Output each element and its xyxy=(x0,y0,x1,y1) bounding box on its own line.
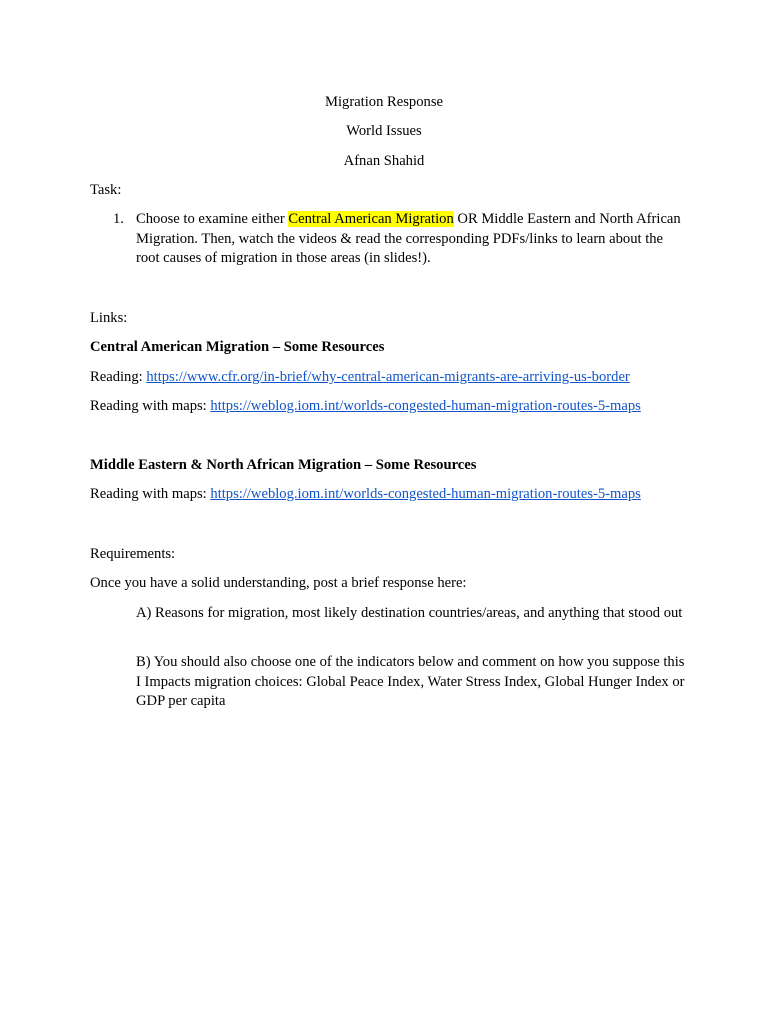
central-reading-row xyxy=(90,368,630,387)
reading-label: Reading: xyxy=(90,369,147,385)
central-heading: Central American Migration – Some Resources xyxy=(90,339,385,355)
mena-heading: Middle Eastern & North African Migration – Some Resources xyxy=(90,457,477,473)
requirements-intro: Once you have a solid understanding, post a brief response here: xyxy=(90,575,467,591)
task-text-after: OR Middle Eastern and North African Migration. Then, watch the videos & read the corresponding PDFs/links to learn about the root causes of migration in those areas (in slides!). xyxy=(136,211,681,266)
maps-label: Reading with maps: xyxy=(90,398,211,414)
highlighted-text: Central American Migration xyxy=(288,211,454,227)
document-title: Migration Response xyxy=(325,94,443,110)
mena-maps-row xyxy=(90,485,641,504)
maps-label: Reading with maps: xyxy=(90,486,211,502)
list-number: 1. xyxy=(113,211,124,227)
iom-link-central[interactable]: https://weblog.iom.int/worlds-congested-human-migration-routes-5-maps xyxy=(210,398,641,414)
requirement-a: A) Reasons for migration, most likely destination countries/areas, and anything that stood out xyxy=(136,605,683,621)
author-name: Afnan Shahid xyxy=(343,153,425,169)
requirement-b: B) You should also choose one of the indicators below and comment on how you suppose this I Impacts migration choices: Global Peace Index, Water Stress Index, Global Hunger Index or GDP per capita xyxy=(136,654,685,709)
iom-link-mena[interactable]: https://weblog.iom.int/worlds-congested-human-migration-routes-5-maps xyxy=(210,486,641,502)
task-label: Task: xyxy=(90,182,122,198)
central-maps-row xyxy=(90,397,641,416)
task-item xyxy=(136,210,681,269)
cfr-link[interactable]: https://www.cfr.org/in-brief/why-central-american-migrants-are-arriving-us-border xyxy=(146,369,630,385)
task-text-before: Choose to examine either xyxy=(136,211,289,227)
links-label: Links: xyxy=(90,310,128,326)
course-name: World Issues xyxy=(346,123,422,139)
requirements-label: Requirements: xyxy=(90,546,176,562)
